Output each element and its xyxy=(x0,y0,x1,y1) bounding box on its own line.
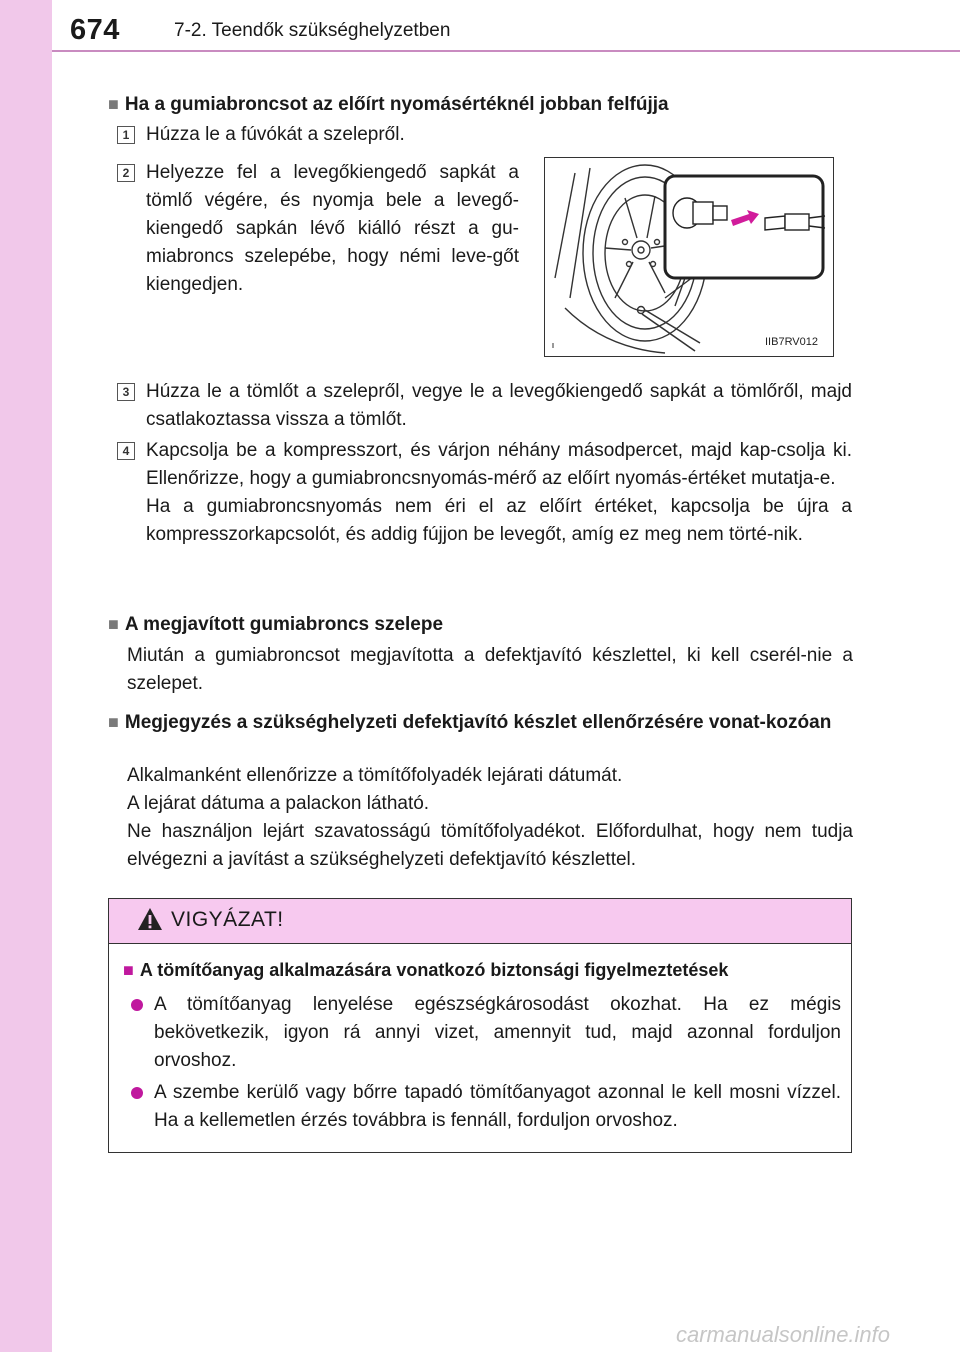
page-sidebar xyxy=(0,0,52,1352)
note-heading xyxy=(108,708,876,737)
warning-bullet-2 xyxy=(131,1079,841,1135)
inflate-heading xyxy=(108,90,669,119)
warning-bullet-1 xyxy=(131,991,841,1075)
page-number: 674 xyxy=(70,14,120,46)
illustration-code: IIB7RV012 xyxy=(765,336,819,348)
warning-heading xyxy=(123,957,728,983)
tire-valve-drawing xyxy=(545,158,833,356)
warning-bullet-1-text: A tömítőanyag lenyelése egészségkárosodást okozhat. Ha ez mégis bekövetkezik, igyon rá annyi vizet, amennyit tud, majd azonnal forduljon orvoshoz. xyxy=(154,994,841,1071)
note-line-1: Alkalmanként ellenőrizze a tömítőfolyadék lejárati dátumát. xyxy=(127,765,623,786)
step-2-number: 2 xyxy=(117,164,135,182)
square-bullet-icon: ■ xyxy=(123,960,134,980)
warning-heading-text: A tömítőanyag alkalmazására vonatkozó biztonsági figyelmeztetések xyxy=(139,960,729,980)
note-line-3: Ne használjon lejárt szavatosságú tömítőfolyadékot. Előfordulhat, hogy nem tudja elvégezni a javítást a szükséghelyzeti defektjavító készlettel. xyxy=(127,821,853,870)
watermark-footer: carmanualsonline.info xyxy=(676,1322,891,1347)
repaired-heading xyxy=(108,610,443,639)
step-2-text: Helyezze fel a levegőkiengedő sapkát a tömlő végére, és nyomja bele a levegő-kiengedő sapkán lévő kiálló részt a gu-miabroncs szelepébe, hogy némi leve-gőt kiengedjen. xyxy=(146,162,519,295)
section-title: 7-2. Teendők szükséghelyzetben xyxy=(174,20,451,41)
square-bullet-icon: ■ xyxy=(108,94,119,114)
bullet-dot-icon xyxy=(131,1087,143,1099)
repaired-text: Miután a gumiabroncsot megjavította a defektjavító készlettel, ki kell cserél-nie a szelepet. xyxy=(127,645,853,694)
warning-triangle-icon xyxy=(137,907,163,931)
warning-bullet-2-text: A szembe kerülő vagy bőrre tapadó tömítőanyagot azonnal le kell mosni vízzel. Ha a kellemetlen érzés továbbra is fennáll, forduljon orvoshoz. xyxy=(154,1082,841,1131)
step-1-text: Húzza le a fúvókát a szelepről. xyxy=(146,124,405,145)
step-3-number: 3 xyxy=(117,383,135,401)
warning-header xyxy=(109,899,851,944)
square-bullet-icon: ■ xyxy=(108,712,119,732)
note-line-2: A lejárat dátuma a palackon látható. xyxy=(127,793,430,814)
step-4-line-a: Kapcsolja be a kompresszort, és várjon néhány másodpercet, majd kap-csolja ki. Ellenőrizze, hogy a gumiabroncsnyomás-mérő az előírt nyomás-értéket mutatja-e. xyxy=(146,440,852,489)
inflate-heading-text: Ha a gumiabroncsot az előírt nyomásértéknél jobban felfújja xyxy=(124,94,669,115)
step-3-text: Húzza le a tömlőt a szelepről, vegye le a levegőkiengedő sapkát a tömlőről, majd csatlakoztassa vissza a tömlőt. xyxy=(146,381,852,430)
square-bullet-icon: ■ xyxy=(108,614,119,634)
step-4-line-b: Ha a gumiabroncsnyomás nem éri el az előírt értéket, kapcsolja be újra a kompresszorkapcsolót, és addig fújjon be levegőt, amíg ez meg nem törté-nik. xyxy=(146,496,852,545)
valve-illustration xyxy=(544,157,834,357)
warning-box xyxy=(108,898,852,1153)
step-4-text xyxy=(146,437,852,549)
header-rule xyxy=(52,50,960,52)
repaired-heading-text: A megjavított gumiabroncs szelepe xyxy=(124,614,444,635)
warning-title: VIGYÁZAT! xyxy=(171,908,284,931)
bullet-dot-icon xyxy=(131,999,143,1011)
step-4-number: 4 xyxy=(117,442,135,460)
note-heading-text: Megjegyzés a szükséghelyzeti defektjavító készlet ellenőrzésére vonat-kozóan xyxy=(124,712,832,733)
note-text xyxy=(127,762,853,874)
step-1-number: 1 xyxy=(117,126,135,144)
